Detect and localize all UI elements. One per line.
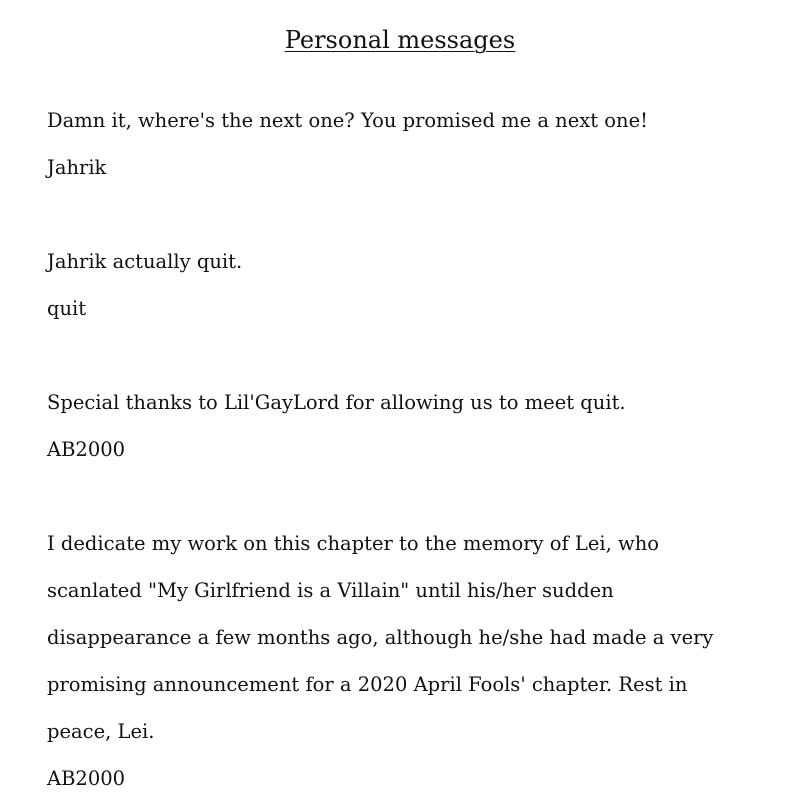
message-author: quit: [47, 297, 87, 320]
message-1: [47, 97, 757, 191]
message-3: [47, 379, 757, 473]
message-4: [47, 520, 757, 802]
message-text: Damn it, where's the next one? You promised me a next one!: [47, 109, 648, 132]
message-text: Special thanks to Lil'GayLord for allowing us to meet quit.: [47, 391, 626, 414]
message-text: I dedicate my work on this chapter to the memory of Lei, who scanlated "My Girlfriend is a Villain" until his/her sudden disappearance a few months ago, although he/she had made a very promising announcement for a 2020 April Fools' chapter. Rest in peace, Lei.: [47, 532, 714, 743]
message-author: Jahrik: [47, 156, 107, 179]
page-title: Personal messages: [284, 26, 516, 54]
message-text: Jahrik actually quit.: [47, 250, 243, 273]
message-author: AB2000: [47, 767, 126, 790]
message-2: [47, 238, 757, 332]
message-author: AB2000: [47, 438, 126, 461]
